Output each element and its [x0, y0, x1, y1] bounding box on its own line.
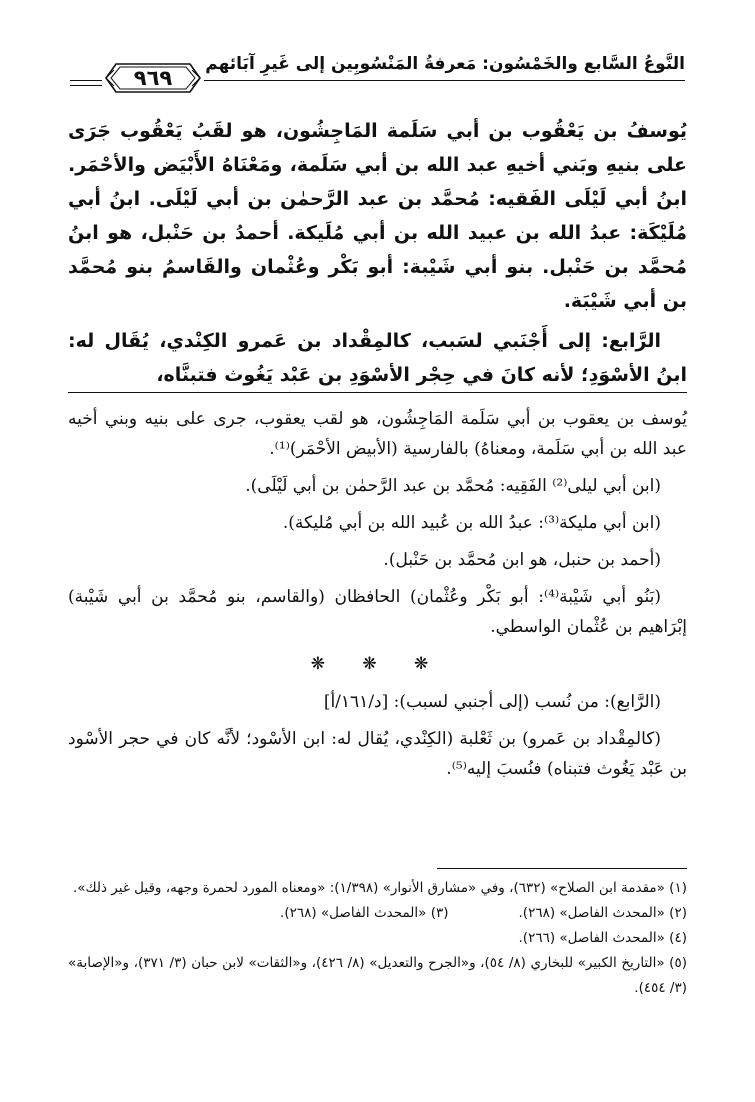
footnotes: [68, 876, 687, 1001]
footnote-5: (٥) «التاريخ الكبير» للبخاري (٨/ ٥٤)، و«الجرح والتعديل» (٨/ ٤٢٦)، و«الثقات» لابن حبان (٣/ ٣٧١)، و«الإصابة» (٣/ ٤٥٤).: [68, 955, 687, 996]
main-paragraph-1: يُوسفُ بن يَعْقُوب بن أبي سَلَمة المَاجِشُون، هو لقَبُ يَعْقُوب جَرَى على بنيهِ وبَني أخيهِ عبد الله بن أبي سَلَمة، ومَعْنَاهُ الأَبْيَض والأحْمَر. ابنُ أبي لَيْلَى الفَقيه: مُحمَّد بن عبد الرَّحمٰن بن أبي لَيْلَى. ابنُ أبي مُلَيْكَة: عبدُ الله بن عبيد الله بن أبي مُلَيكة. أحمدُ بن حَنْبل، هو ابنُ مُحمَّد بن حَنْبل. بنو أبي شَيْبة: أبو بَكْر وعُثْمان والقَاسمُ بنو مُحمَّد بن أبي شَيْبَة.: [68, 120, 687, 312]
footnote-4: (٤) «المحدث الفاصل» (٢٦٦).: [518, 930, 687, 946]
text-commentary-divider: [68, 392, 687, 393]
commentary-paragraph-6: (الرَّابع): من نُسب (إلى أجنبي لسبب): [د/١٦١/أ]: [323, 692, 661, 712]
commentary-paragraph-3: (ابن أبي مليكة⁽³⁾: عبدُ الله بن عُبيد الله بن أبي مُليكة).: [282, 513, 661, 533]
section-separator-stars: ❋ ❋ ❋: [310, 654, 445, 674]
commentary-text: [68, 404, 687, 791]
page-number-ornament: [102, 58, 204, 98]
commentary-paragraph-5: (بَنُو أبي شَيْبة⁽⁴⁾: أبو بَكْر وعُثْمان) الحافظان (والقاسم، بنو مُحمَّد بن أبي شَيْبة) إبْرَاهيم بن عُثْمان الواسطي.: [68, 587, 687, 637]
commentary-paragraph-4: (أحمد بن حنبل، هو ابن مُحمَّد بن حَنْبل).: [383, 550, 661, 570]
footnote-1: (١) «مقدمة ابن الصلاح» (٦٣٢)، وفي «مشارق الأنوار» (١/٣٩٨): «ومعناه المورد لحمرة وجهه، وقيل غير ذلك».: [72, 880, 687, 896]
footnote-3: (٣) «المحدث الفاصل» (٢٦٨).: [280, 905, 449, 921]
footnote-2: (٢) «المحدث الفاصل» (٢٦٨).: [518, 905, 687, 921]
footnote-row-2-3: [68, 901, 687, 926]
page-header: [70, 52, 685, 94]
running-title: النَّوعُ السَّابع والخَمْسُون: مَعرفةُ المَنْسُوبِين إلى غَيرِ آبَائهم: [199, 54, 685, 74]
main-text: [68, 114, 687, 392]
page-number: ٩٦٩: [133, 66, 173, 90]
commentary-paragraph-7: (كالمِقْداد بن عَمرو) بن ثَعْلبة (الكِنْدي، يُقال له: ابن الأسْود؛ لأنَّه كان في حجر الأسْود بن عَبْد يَغُوث فتبناه) فنُسبَ إليه⁽⁵⁾.: [68, 729, 687, 779]
commentary-paragraph-1: يُوسف بن يعقوب بن أبي سَلَمة المَاجِشُون، هو لقب يعقوب، جرى على بنيه وبني أخيه عبد الله بن أبي سَلَمة، ومعناهُ) بالفارسية (الأبيض الأحْمَر)⁽¹⁾.: [68, 409, 687, 459]
footnote-divider: [437, 868, 687, 869]
main-paragraph-2: الرَّابع: إلى أَجْنَبي لسَبب، كالمِقْداد بن عَمرو الكِنْدي، يُقَال له: ابنُ الأسْوَدِ؛ لأنه كانَ في حِجْر الأسْوَدِ بن عَبْد يَغُوث فتبنَّاه،: [68, 330, 687, 386]
commentary-paragraph-2: (ابن أبي ليلى⁽²⁾ الفَقِيه: مُحمَّد بن عبد الرَّحمٰن بن أبي لَيْلَى).: [245, 476, 661, 496]
